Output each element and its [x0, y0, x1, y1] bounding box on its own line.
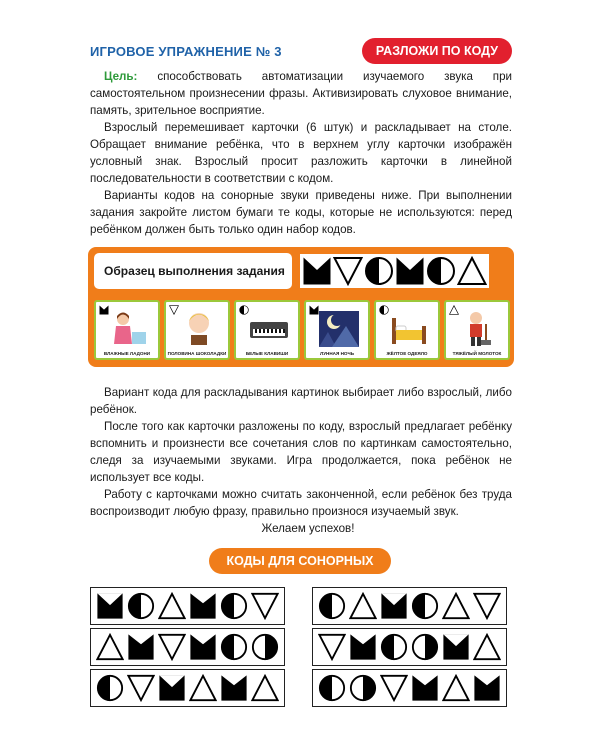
tri-down-code-icon [333, 256, 363, 286]
code-row [312, 587, 507, 625]
codes-section-title: КОДЫ ДЛЯ СОНОРНЫХ [209, 548, 391, 574]
half-left-code-icon [426, 256, 456, 286]
half-left-code-icon [96, 674, 124, 702]
half-left-code-icon [364, 256, 394, 286]
sample-card-caption: ЖЁЛТОЕ ОДЕЯЛО [386, 351, 428, 356]
goal-label: Цель: [104, 70, 138, 83]
keyboard-icon [248, 310, 290, 348]
tri-up-code-icon [473, 633, 501, 661]
half-left-code-icon [220, 633, 248, 661]
moon-night-icon [318, 310, 360, 348]
sample-card [304, 300, 370, 360]
tri-down-code-icon [318, 633, 346, 661]
sq-black-notch-code-icon [349, 633, 377, 661]
half-left-code-icon [318, 674, 346, 702]
half-left-code-icon [380, 633, 408, 661]
tri-up-code-icon [349, 592, 377, 620]
code-row [90, 587, 285, 625]
boy-with-chocolate-icon [178, 310, 220, 348]
sq-white-notch-code-icon [395, 256, 425, 286]
sample-label-box [94, 253, 292, 289]
sq-white-notch-code-icon [442, 633, 470, 661]
code-row [312, 628, 507, 666]
sample-card [164, 300, 230, 360]
tri-up-code-icon [158, 592, 186, 620]
instructions-paragraph-3: Работу с карточками можно считать законченной, если ребёнок без труда воспроизводит любую фразу, правильно произнося изучаемый звук. [90, 488, 512, 518]
sample-card-caption: ВЛАЖНЫЕ ЛАДОНИ [103, 351, 151, 356]
sq-white-notch-code-icon [158, 674, 186, 702]
half-right-code-icon [349, 674, 377, 702]
instructions-text [90, 384, 512, 537]
tri-down-code-icon [251, 592, 279, 620]
sq-white-notch-code-icon [302, 256, 332, 286]
half-left-code-icon [127, 592, 155, 620]
code-row [90, 669, 285, 707]
code-row [90, 628, 285, 666]
half-right-code-icon [411, 633, 439, 661]
sq-white-notch-code-icon [380, 592, 408, 620]
intro-paragraph-2: Взрослый перемешивает карточки (6 штук) и раскладывает на столе. Обращает внимание ребёнка, что в верхнем углу карточки изображён условный знак. Взрослый просит разложить карточки в линейной последовательности в соответствии с кодом. [90, 121, 512, 185]
instructions-paragraph-2: После того как карточки разложены по коду, взрослый предлагает ребёнку вспомнить и произнести все сочетания слов по картинкам самостоятельно, следя за изучаемыми звуками. Игра продолжается, пока ребёнок не использует все коды. [90, 420, 512, 484]
instructions-paragraph-1: Вариант кода для раскладывания картинок выбирает либо взрослый, либо ребёнок. [90, 386, 512, 416]
tri-down-code-icon [127, 674, 155, 702]
sq-black-notch-code-icon [189, 633, 217, 661]
bed-blanket-icon [388, 310, 430, 348]
tri-up-code-icon [96, 633, 124, 661]
sample-panel [88, 247, 514, 367]
closing-wish: Желаем успехов! [261, 522, 355, 535]
girl-washing-hands-icon [108, 310, 150, 348]
sample-code-strip [300, 254, 489, 288]
sq-black-notch-code-icon [220, 674, 248, 702]
half-left-code-icon [411, 592, 439, 620]
tri-up-code-icon [442, 674, 470, 702]
goal-paragraph [90, 68, 512, 119]
sq-black-notch-code-icon [411, 674, 439, 702]
tri-up-code-icon [251, 674, 279, 702]
sample-card [374, 300, 440, 360]
sample-card-caption: ТЯЖЁЛЫЙ МОЛОТОК [452, 351, 502, 356]
sq-black-notch-code-icon [127, 633, 155, 661]
tri-down-code-icon [473, 592, 501, 620]
code-row [312, 669, 507, 707]
sample-card-caption: БЕЛЫЕ КЛАВИШИ [245, 351, 289, 356]
exercise-badge: РАЗЛОЖИ ПО КОДУ [362, 38, 512, 64]
sample-card-caption: ПОЛОВИНА ШОКОЛАДКИ [167, 351, 227, 356]
half-left-code-icon [318, 592, 346, 620]
tri-up-code-icon [189, 674, 217, 702]
intro-paragraph-3: Варианты кодов на сонорные звуки приведены ниже. При выполнении задания закройте листом бумаги те коды, которые не используются: перед ребёнком должен быть только один набор кодов. [90, 189, 512, 236]
boy-with-hammer-icon [458, 310, 500, 348]
intro-text [90, 68, 512, 238]
page-header [90, 38, 512, 64]
sq-white-notch-code-icon [96, 592, 124, 620]
sample-card [234, 300, 300, 360]
tri-up-code-icon [442, 592, 470, 620]
tri-down-code-icon [380, 674, 408, 702]
half-left-code-icon [220, 592, 248, 620]
tri-down-code-icon [158, 633, 186, 661]
sq-black-notch-code-icon [189, 592, 217, 620]
goal-text: способствовать автоматизации изучаемого звука при самостоятельном произнесении фразы. Активизировать слуховое внимание, память, зрительное восприятие. [90, 70, 512, 117]
tri-up-code-icon [457, 256, 487, 286]
exercise-title: ИГРОВОЕ УПРАЖНЕНИЕ № 3 [90, 44, 282, 59]
sq-black-notch-code-icon [473, 674, 501, 702]
sample-card-caption: ЛУННАЯ НОЧЬ [319, 351, 355, 356]
half-right-code-icon [251, 633, 279, 661]
sample-label: Образец выполнения задания [104, 264, 285, 278]
sample-card [94, 300, 160, 360]
sample-cards [94, 300, 510, 360]
sample-card [444, 300, 510, 360]
